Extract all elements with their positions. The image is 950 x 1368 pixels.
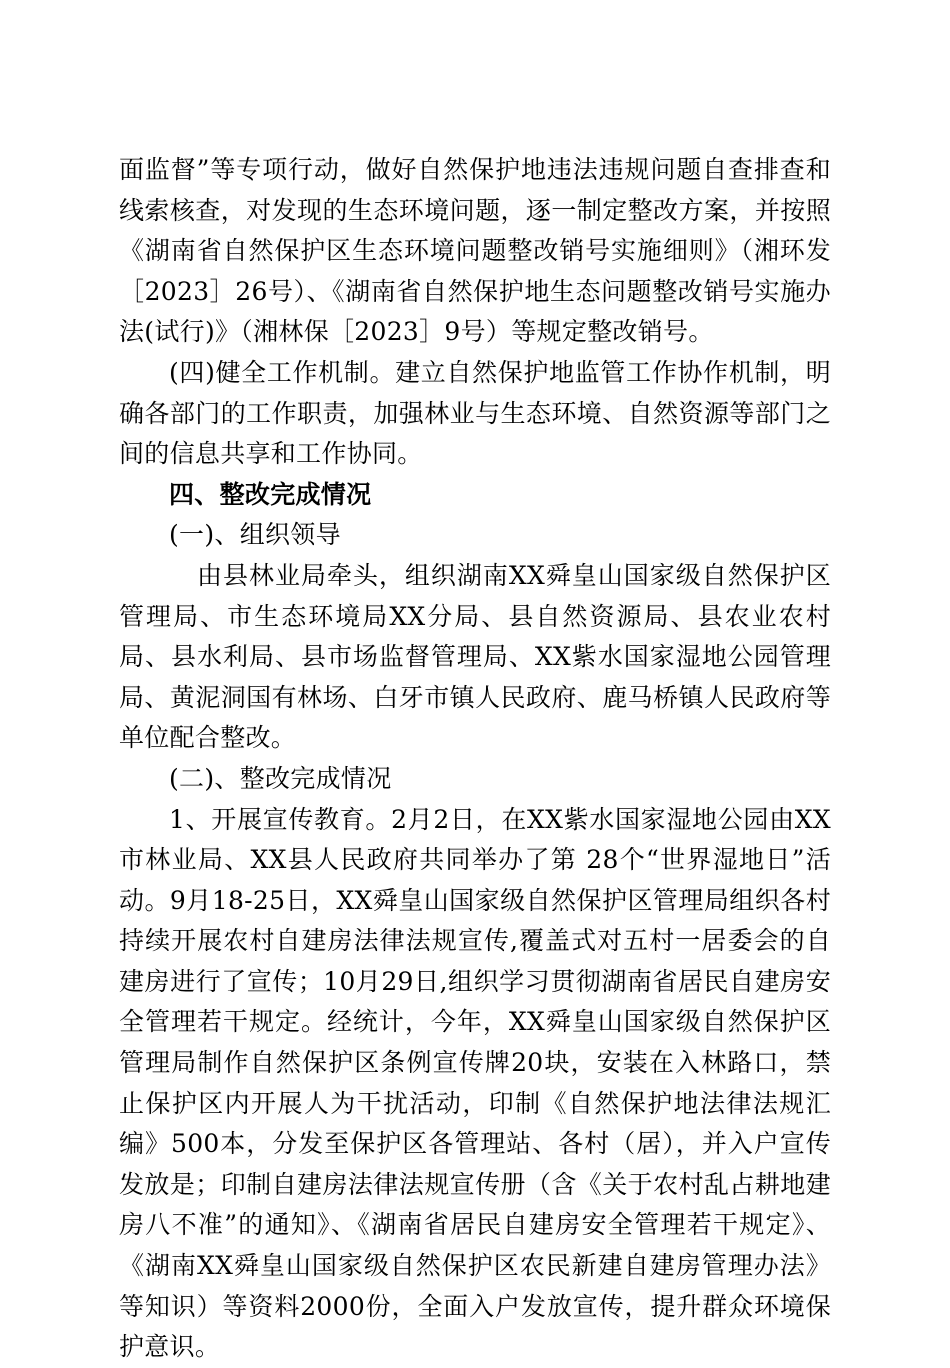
- paragraph-publicity: 1、开展宣传教育。2月2日，在XX紫水国家湿地公园由XX市林业局、XX县人民政府共同举办了第 28个“世界湿地日”活动。9月18-25日，XX舜皇山国家级自然保护区管理局组织各村持续开展农村自建房法律法规宣传,覆盖式对五村一居委会的自建房进行了宣传；10月29日,组织学习贯彻湖南省居民自建房安全管理若干规定。经统计，今年，XX舜皇山国家级自然保护区管理局制作自然保护区条例宣传牌20块，安装在入林路口，禁止保护区内开展人为干扰活动，印制《自然保护地法律法规汇编》500本，分发至保护区各管理站、各村（居），并入户宣传发放是；印制自建房法律法规宣传册（含《关于农村乱占耕地建房八不准”的通知》、《湖南省居民自建房安全管理若干规定》、《湖南XX舜皇山国家级自然保护区农民新建自建房管理办法》等知识）等资料2000份，全面入户发放宣传，提升群众环境保护意识。: [119, 804, 831, 1362]
- document-page: [119, 150, 831, 1368]
- section-heading: 四、整改完成情况: [169, 479, 372, 509]
- paragraph-organization: 由县林业局牵头，组织湖南XX舜皇山国家级自然保护区管理局、市生态环境局XX分局、县自然资源局、县农业农村局、县水利局、县市场监督管理局、XX紫水国家湿地公园管理局、黄泥洞国有林场、白牙市镇人民政府、鹿马桥镇人民政府等单位配合整改。: [119, 560, 831, 753]
- paragraph-continuation: 面监督”等专项行动，做好自然保护地违法违规问题自查排查和线索核查，对发现的生态环境问题，逐一制定整改方案，并按照《湖南省自然保护区生态环境问题整改销号实施细则》（湘环发［2023］26号）、《湖南省自然保护地生态问题整改销号实施办法(试行)》（湘林保［2023］9号）等规定整改销号。: [119, 155, 831, 347]
- subheading-completion: (二)、整改完成情况: [169, 763, 392, 793]
- paragraph-work-mechanism: (四)健全工作机制。建立自然保护地监管工作协作机制，明确各部门的工作职责，加强林业与生态环境、自然资源等部门之间的信息共享和工作协同。: [119, 357, 831, 469]
- subheading-organization: (一)、组织领导: [169, 520, 341, 550]
